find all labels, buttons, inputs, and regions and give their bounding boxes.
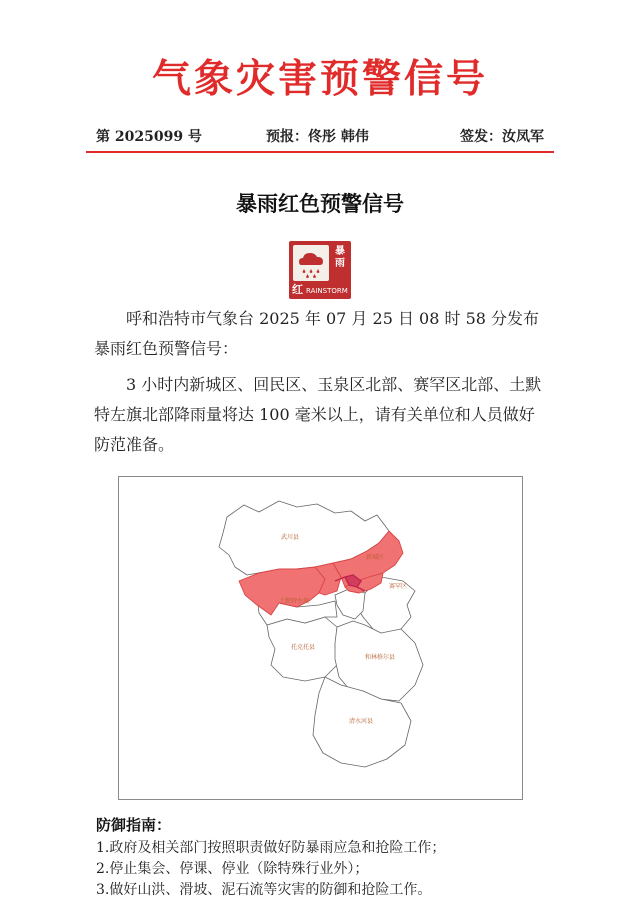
issue-paragraph: 呼和浩特市气象台 2025 年 07 月 25 日 08 时 58 分发布暴雨红色预警信号：: [94, 309, 540, 358]
guidance-item: 1.政府及相关部门按照职责做好防暴雨应急和抢险工作；: [96, 840, 446, 856]
issuance-meta-row: [96, 126, 544, 148]
guidance-title: 防御指南：: [96, 816, 172, 834]
rainstorm-red-warning-icon: [289, 241, 351, 299]
map-label-qingshuihe: 清水河县: [349, 718, 374, 725]
signed-by: 签发：汝凤军: [460, 129, 544, 145]
header-divider: [86, 151, 554, 153]
forecasters: 预报：佟彤 韩伟: [266, 129, 369, 145]
signal-type-label: 暴雨: [335, 246, 345, 269]
document-header-title: 气象灾害预警信号: [151, 57, 488, 102]
rain-cloud-icon: [293, 245, 329, 281]
signal-level-label: 红: [292, 283, 303, 296]
map-label-tumote: 土默特左旗: [279, 598, 310, 605]
signal-level-strip: [292, 284, 348, 296]
detail-paragraph: 3 小时内新城区、回民区、玉泉区北部、赛罕区北部、土默特左旗北部降雨量将达 100 毫米以上，请有关单位和人员做好防范准备。: [94, 375, 542, 454]
map-label-helinge: 和林格尔县: [365, 654, 396, 661]
map-label-saihan: 赛罕区: [389, 583, 408, 590]
guidance-item: 2.停止集会、停课、停业（除特殊行业外）；: [96, 861, 369, 877]
signal-english-label: RAINSTORM: [306, 287, 348, 295]
map-label-tuoketuo: 托克托县: [291, 644, 316, 651]
guidance-item: 3.做好山洪、滑坡、泥石流等灾害的防御和抢险工作。: [96, 882, 432, 898]
warning-title: 暴雨红色预警信号: [236, 191, 404, 216]
warning-area-map: [118, 476, 523, 800]
map-label-xincheng: 新城区: [366, 554, 385, 561]
document-number: 第 2025099 号: [96, 129, 202, 145]
map-label-wuchuan: 武川县: [281, 534, 300, 541]
map-region-yuquan: [335, 589, 365, 619]
hohhot-district-map: [119, 477, 522, 799]
